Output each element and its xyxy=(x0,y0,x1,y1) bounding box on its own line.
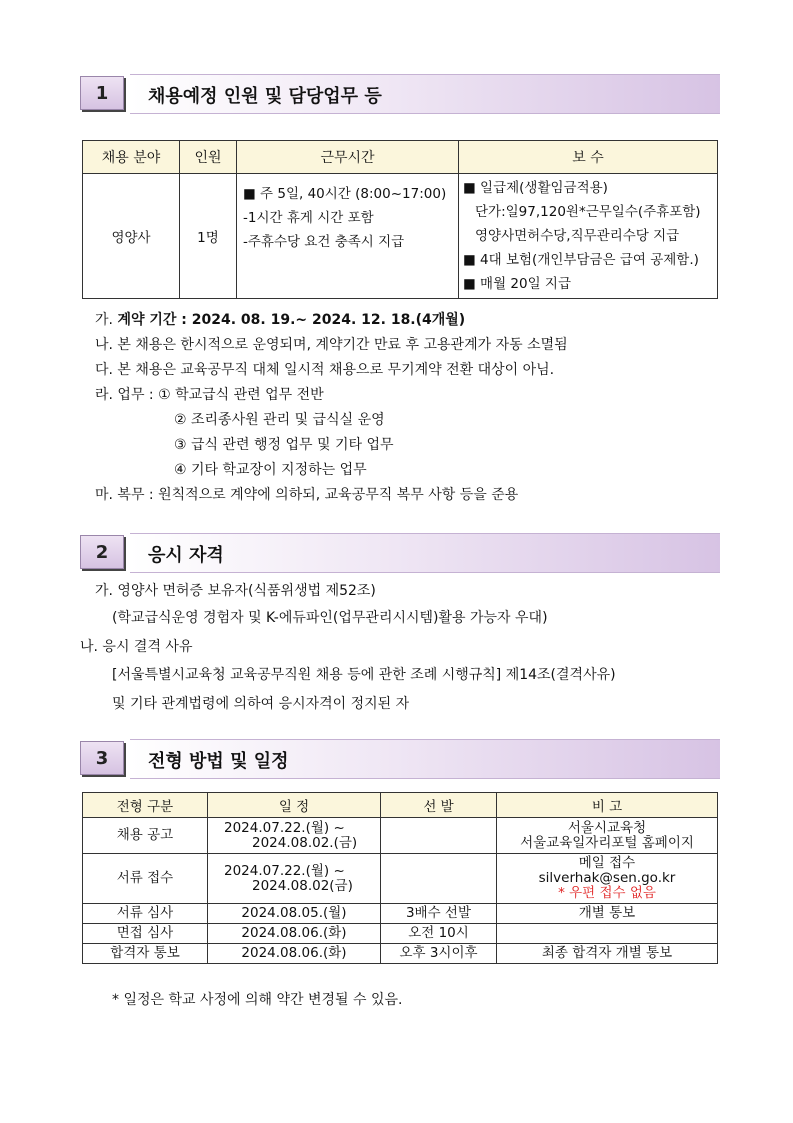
cell-note xyxy=(497,854,718,904)
section-header-2 xyxy=(80,533,720,571)
cell-field: 영양사 xyxy=(83,174,180,299)
body-line: ② 조리종사원 관리 및 급식실 운영 xyxy=(174,412,385,428)
header-note: 비 고 xyxy=(497,793,718,818)
section-header-1 xyxy=(80,74,720,112)
body-line: 나. 본 채용은 한시적으로 운영되며, 계약기간 만료 후 고용관계가 자동 소멸됨 xyxy=(95,337,568,353)
cell-date: 2024.08.06.(화) xyxy=(208,924,381,944)
cell-select: 오전 10시 xyxy=(381,924,497,944)
section-number: 2 xyxy=(80,535,124,569)
list-marker: 가. xyxy=(95,312,118,328)
cell-type: 채용 공고 xyxy=(83,818,208,854)
header-hours: 근무시간 xyxy=(237,141,459,174)
body-line: 가. 영양사 면허증 보유자(식품위생법 제52조) xyxy=(95,583,376,599)
pay-line: 단가:일97,120원*근무일수(주휴포함) xyxy=(475,204,701,220)
cell-note: 최종 합격자 개별 통보 xyxy=(497,944,718,964)
cell-note xyxy=(497,924,718,944)
table-row xyxy=(83,924,718,944)
cell-select: 오후 3시이후 xyxy=(381,944,497,964)
note-warning: * 우편 접수 없음 xyxy=(558,885,656,901)
header-type: 전형 구분 xyxy=(83,793,208,818)
email-text: silverhak@sen.go.kr xyxy=(538,870,676,886)
schedule-table xyxy=(82,792,718,964)
date-line: 2024.07.22.(월) ~ xyxy=(224,819,345,836)
header-pay: 보 수 xyxy=(459,141,718,174)
position-table xyxy=(82,140,718,299)
table-row xyxy=(83,904,718,924)
cell-select xyxy=(381,818,497,854)
cell-note: 개별 통보 xyxy=(497,904,718,924)
date-line: 2024.08.02.(금) xyxy=(252,834,358,851)
table-row xyxy=(83,854,718,904)
contract-period-text: 계약 기간 : 2024. 08. 19.~ 2024. 12. 18.(4개월) xyxy=(117,312,466,328)
contract-period xyxy=(95,309,465,329)
cell-type: 서류 접수 xyxy=(83,854,208,904)
body-line: 마. 복무 : 원칙적으로 계약에 의하되, 교육공무직 복무 사항 등을 준용 xyxy=(95,487,519,503)
header-count: 인원 xyxy=(180,141,237,174)
note-line: 메일 접수 xyxy=(578,855,636,871)
note-line: 서울교육일자리포털 홈페이지 xyxy=(520,834,694,851)
header-date: 일 정 xyxy=(208,793,381,818)
cell-type: 서류 심사 xyxy=(83,904,208,924)
cell-date: 2024.08.05.(월) xyxy=(208,904,381,924)
section-number: 3 xyxy=(80,741,124,775)
cell-date xyxy=(208,818,381,854)
hours-line: -1시간 휴게 시간 포함 xyxy=(243,210,374,226)
date-line: 2024.07.22.(월) ~ xyxy=(224,862,345,879)
header-field: 채용 분야 xyxy=(83,141,180,174)
cell-date: 2024.08.06.(화) xyxy=(208,944,381,964)
cell-date xyxy=(208,854,381,904)
body-line: 나. 응시 결격 사유 xyxy=(80,639,193,655)
body-line: 다. 본 채용은 교육공무직 대체 일시적 채용으로 무기계약 전환 대상이 아님. xyxy=(95,362,555,378)
date-line: 2024.08.02(금) xyxy=(252,877,353,894)
cell-select: 3배수 선발 xyxy=(381,904,497,924)
body-line: ③ 급식 관련 행정 업무 및 기타 업무 xyxy=(174,437,394,453)
pay-line: 영양사면허수당,직무관리수당 지급 xyxy=(475,228,680,244)
cell-pay xyxy=(459,174,718,299)
hours-line: -주휴수당 요건 충족시 지급 xyxy=(243,234,405,250)
schedule-footnote: * 일정은 학교 사정에 의해 약간 변경될 수 있음. xyxy=(112,992,403,1008)
cell-type: 면접 심사 xyxy=(83,924,208,944)
section-title: 응시 자격 xyxy=(148,545,224,566)
pay-line: ■ 일급제(생활임금적용) xyxy=(463,180,608,196)
cell-note xyxy=(497,818,718,854)
hours-line: ■ 주 5일, 40시간 (8:00~17:00) xyxy=(243,186,447,202)
pay-line: ■ 매월 20일 지급 xyxy=(463,276,572,292)
note-line: 서울시교육청 xyxy=(567,819,647,836)
cell-count: 1명 xyxy=(180,174,237,299)
header-select: 선 발 xyxy=(381,793,497,818)
pay-line: ■ 4대 보험(개인부담금은 급여 공제함.) xyxy=(463,252,699,268)
cell-select xyxy=(381,854,497,904)
body-line: [서울특별시교육청 교육공무직원 채용 등에 관한 조례 시행규칙] 제14조(결격사유) xyxy=(112,667,616,683)
section-title: 채용예정 인원 및 담당업무 등 xyxy=(148,86,382,107)
section-header-3 xyxy=(80,739,720,777)
body-line: (학교급식운영 경험자 및 K-에듀파인(업무관리시시템)활용 가능자 우대) xyxy=(112,610,548,626)
table-row xyxy=(83,818,718,854)
section-number: 1 xyxy=(80,76,124,110)
section-title: 전형 방법 및 일정 xyxy=(148,751,289,772)
table-row xyxy=(83,944,718,964)
body-line: 라. 업무 : ① 학교급식 관련 업무 전반 xyxy=(95,387,324,403)
cell-type: 합격자 통보 xyxy=(83,944,208,964)
cell-hours xyxy=(237,174,459,299)
body-line: ④ 기타 학교장이 지정하는 업무 xyxy=(174,462,367,478)
body-line: 및 기타 관계법령에 의하여 응시자격이 정지된 자 xyxy=(112,696,410,712)
